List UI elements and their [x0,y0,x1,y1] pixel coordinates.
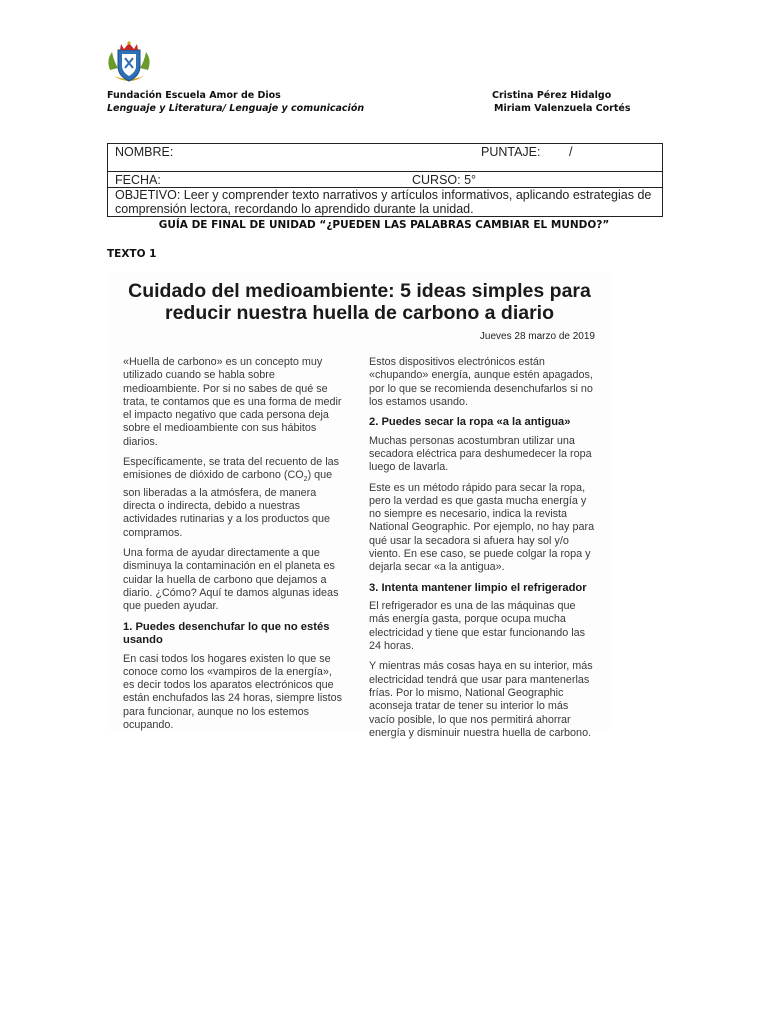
school-name: Fundación Escuela Amor de Dios [107,90,281,101]
article-paragraph: Y mientras más cosas haya en su interior, más electricidad tendrá que usar para mantenerlas frías. Por lo mismo, National Geographic aconseja tratar de tener su interior lo más vacío posible, lo que nos permitirá ahorrar energía y disminuir nuestra huella de carbono. [369,660,593,739]
school-crest-icon [104,40,154,86]
paragraph-text: ) que son liberadas a la atmósfera, de manera directa o indirecta, debido a nuestras actividades rutinarias y a los productos que compramos. [123,469,333,539]
score-label: PUNTAJE: [481,145,541,159]
name-label: NOMBRE: [115,145,174,159]
article-heading: 2. Puedes secar la ropa «a la antigua» [369,416,571,429]
article-column-right [369,356,596,747]
article-paragraph: El refrigerador es una de las máquinas que más energía gasta, porque ocupa mucha electricidad y tiene que estar funcionando las 24 horas. [369,600,586,653]
student-info-table [107,143,663,217]
score-separator: / [569,145,573,159]
article-paragraph: Una forma de ayudar directamente a que disminuya la contaminación en el planeta es cuidar la huella de carbono que dejamos a diario. ¿Cómo? Aquí te damos algunas ideas que pueden ayudar. [123,547,339,613]
teacher-name-1: Cristina Pérez Hidalgo [492,90,612,101]
objective-text: OBJETIVO: Leer y comprender texto narrativos y artículos informativos, aplicando estrategias de comprensión lectora, recordando lo aprendido durante la unidad. [115,188,652,216]
article-paragraph: Muchas personas acostumbran utilizar una secadora eléctrica para deshumedecer la ropa luego de lavarla. [369,434,592,474]
article-heading: 3. Intenta mantener limpio el refrigerador [369,581,587,594]
article-scan [108,272,611,739]
article-paragraph: Estos dispositivos electrónicos están «chupando» energía, aunque estén apagados, por lo que se recomienda desenchufarlos si no los estamos usando. [369,356,593,408]
section-label: TEXTO 1 [107,248,157,260]
article-heading: 1. Puedes desenchufar lo que no estés usando [123,620,330,646]
article-column-left [123,356,345,739]
guide-title: GUÍA DE FINAL DE UNIDAD “¿PUEDEN LAS PALABRAS CAMBIAR EL MUNDO?” [158,219,610,231]
subject-name: Lenguaje y Literatura/ Lenguaje y comunicación [107,103,365,114]
name-score-row [108,144,662,172]
paragraph-text: Específicamente, se trata del recuento de las emisiones de dióxido de carbono (CO [123,456,340,482]
article-title-line-2: reducir nuestra huella de carbono a diario [164,302,555,324]
article-paragraph: «Huella de carbono» es un concepto muy utilizado cuando se habla sobre medioambiente. Por si no sabes de qué se trata, te contamos que es una forma de medir el impacto negativo que cada persona deja sobre el medioambiente con sus hábitos diarios. [123,356,342,448]
teacher-name-2: Miriam Valenzuela Cortés [494,103,631,114]
co2-subscript: 2 [303,476,308,484]
article-paragraph: Este es un método rápido para secar la ropa, pero la verdad es que gasta mucha energía y no siempre es necesario, indica la revista National Geographic. Por ejemplo, no hay para qué usar la secadora si afuera hay sol y/o viento. En ese caso, se puede colgar la ropa y dejarla secar «a la antigua». [369,481,595,574]
date-course-row [108,172,662,188]
article-title [108,280,611,324]
article-paragraph: En casi todos los hogares existen lo que se conoce como los «vampiros de la energía», es decir todos los aparatos electrónicos que están enchufados las 24 horas, siempre listos para funcionar, aunque no los estemos ocupando. [123,652,343,731]
article-title-line-1: Cuidado del medioambiente: 5 ideas simples para [128,280,591,302]
article-paragraph [123,456,345,540]
date-label: FECHA: [115,173,161,187]
article-date: Jueves 28 marzo de 2019 [479,331,595,342]
course-label: CURSO: 5° [412,173,477,187]
objective-row [108,188,662,217]
